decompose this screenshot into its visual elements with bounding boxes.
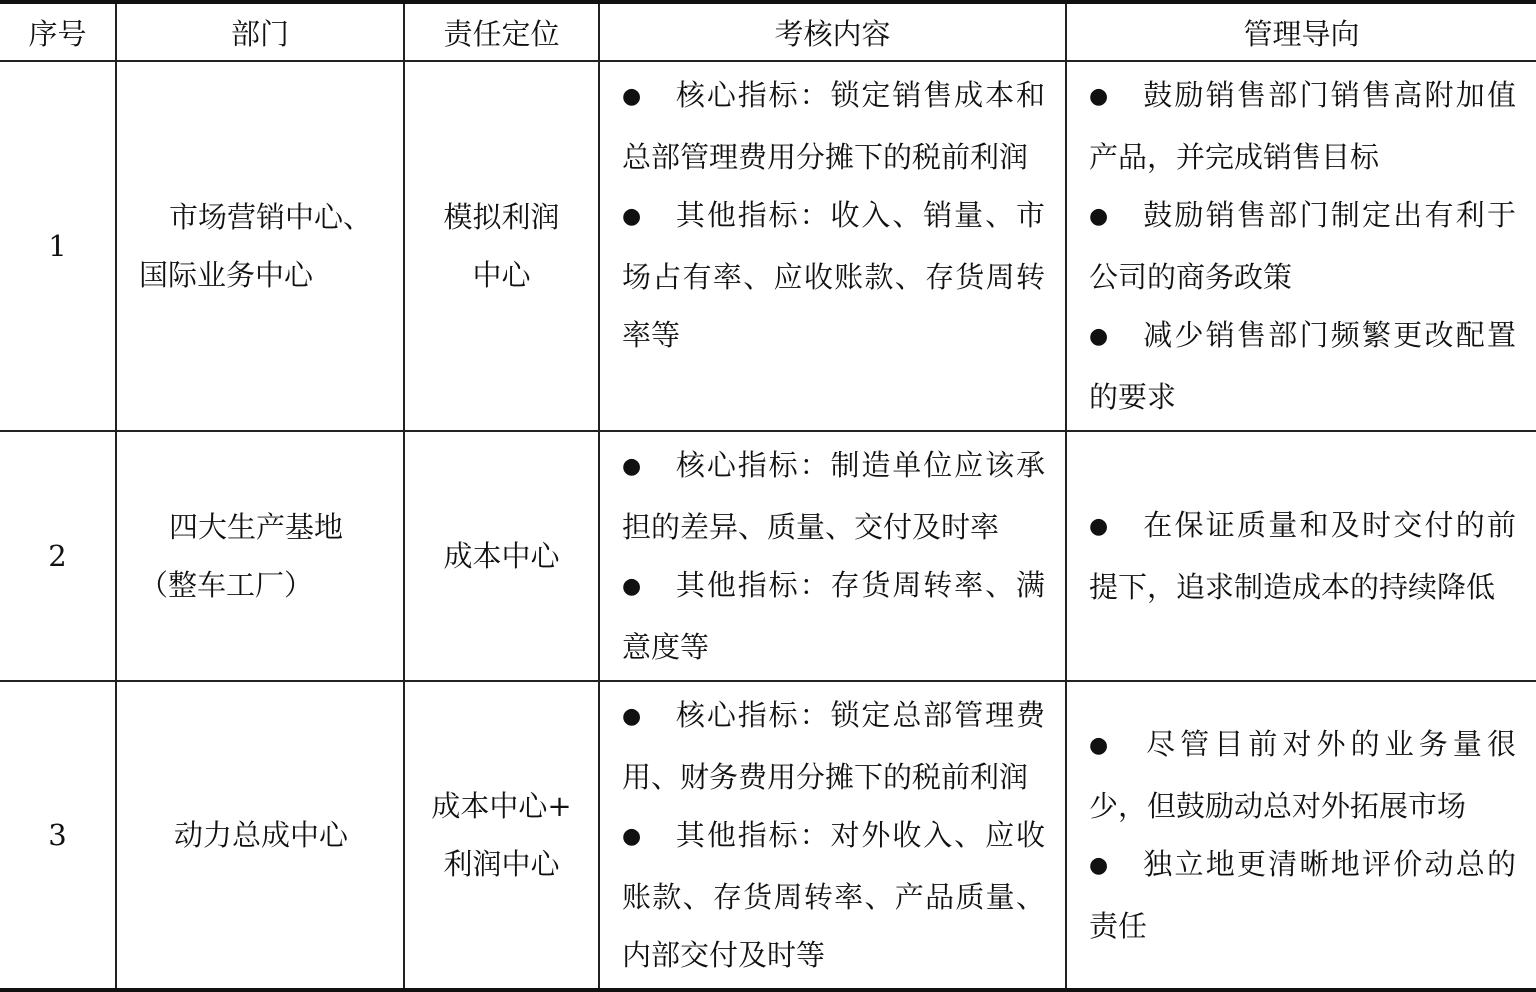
responsibility-cell [404,681,599,990]
bullet-icon [1089,66,1141,128]
department-line: 市场营销中心、 [169,200,373,234]
guidance-cell [1066,431,1536,681]
guidance-text: 独立地更清晰地评价动总的责任 [1089,847,1516,943]
bullet-icon [1089,186,1141,248]
header-responsibility: 责任定位 [404,2,599,61]
header-department: 部门 [116,2,404,61]
guidance-text: 减少销售部门频繁更改配置的要求 [1089,318,1516,414]
row-number: 3 [0,681,116,990]
guidance-text: 鼓励销售部门销售高附加值产品，并完成销售目标 [1089,78,1516,174]
table-row [0,681,1536,990]
responsibility-cell [404,431,599,681]
responsibility-line: 模拟利润 [443,200,560,234]
assessment-text: 核心指标：锁定总部管理费用、财务费用分摊下的税前利润 [622,698,1045,794]
row-number: 1 [0,61,116,431]
responsibility-line: 中心 [472,258,531,292]
department-line: （整车工厂） [139,568,314,602]
table-row [0,431,1536,681]
bullet-icon [1089,306,1141,368]
guidance-item [1089,66,1516,186]
department-line: 四大生产基地 [169,510,344,544]
assessment-item [622,186,1045,364]
department-line: 国际业务中心 [139,258,314,292]
assessment-text: 其他指标：对外收入、应收账款、存货周转率、产品质量、内部交付及时等 [622,818,1045,972]
table-row [0,61,1536,431]
guidance-item [1089,835,1516,955]
assessment-text: 核心指标：锁定销售成本和总部管理费用分摊下的税前利润 [622,78,1045,174]
assessment-cell [599,681,1066,990]
guidance-item [1089,306,1516,426]
department-line: 动力总成中心 [173,818,348,852]
bullet-icon [1089,715,1141,777]
assessment-cell [599,61,1066,431]
row-number: 2 [0,431,116,681]
assessment-item [622,556,1045,676]
assessment-item [622,66,1045,186]
guidance-text: 在保证质量和及时交付的前提下，追求制造成本的持续降低 [1089,508,1516,604]
bullet-icon [622,66,674,128]
assessment-text: 核心指标：制造单位应该承担的差异、质量、交付及时率 [622,448,1045,544]
bullet-icon [622,806,674,868]
department-cell [116,431,404,681]
bullet-icon [622,436,674,498]
assessment-cell [599,431,1066,681]
bullet-icon [1089,835,1141,897]
assessment-item [622,806,1045,984]
guidance-text: 鼓励销售部门制定出有利于公司的商务政策 [1089,198,1516,294]
guidance-text: 尽管目前对外的业务量很少，但鼓励动总对外拓展市场 [1089,727,1516,823]
guidance-item [1089,186,1516,306]
bullet-icon [622,186,674,248]
guidance-item [1089,715,1516,835]
guidance-item [1089,496,1516,616]
bullet-icon [1089,496,1141,558]
responsibility-line: 成本中心 [443,539,560,573]
bullet-icon [622,556,674,618]
responsibility-cell [404,61,599,431]
guidance-cell [1066,61,1536,431]
bullet-icon [622,686,674,748]
header-guidance: 管理导向 [1066,2,1536,61]
header-row [0,2,1536,61]
responsibility-line: 利润中心 [443,847,560,881]
department-cell [116,681,404,990]
responsibility-line: 成本中心+ [431,789,572,823]
assessment-item [622,686,1045,806]
assessment-text: 其他指标：存货周转率、满意度等 [622,568,1045,664]
header-no: 序号 [0,2,116,61]
assessment-item [622,436,1045,556]
assessment-text: 其他指标：收入、销量、市场占有率、应收账款、存货周转率等 [622,198,1045,352]
department-cell [116,61,404,431]
guidance-cell [1066,681,1536,990]
header-assessment: 考核内容 [599,2,1066,61]
